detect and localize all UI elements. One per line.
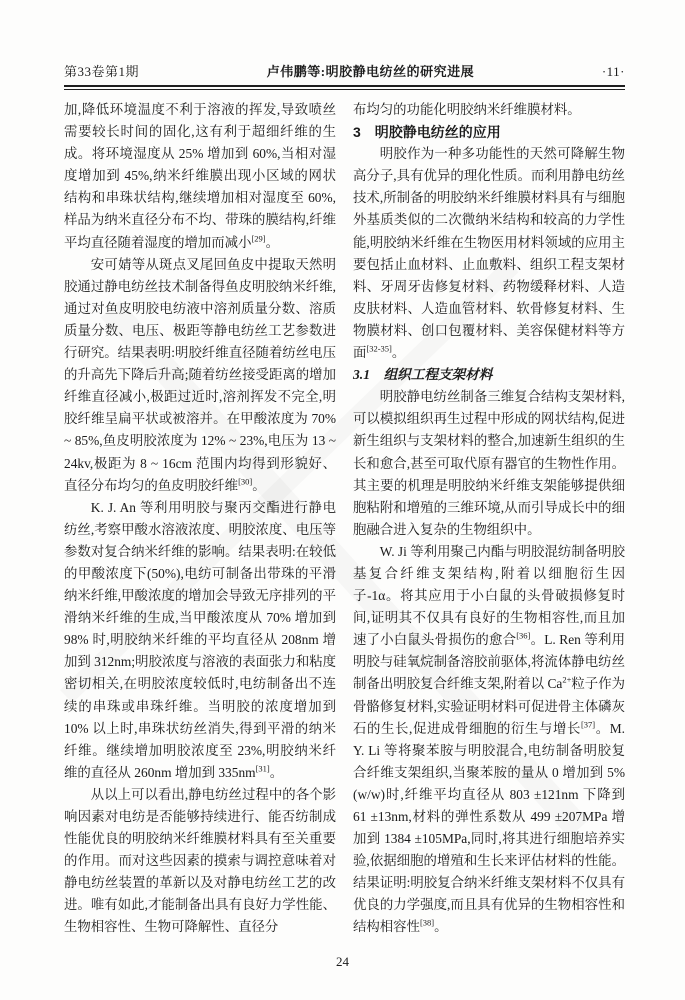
paragraph: 安可婧等从斑点叉尾回鱼皮中提取天然明胶通过静电纺丝技术制备得鱼皮明胶纳米纤维,通过对鱼皮明胶电纺液中溶剂质量分数、溶质质量分数、电压、极距等静电纺丝工艺参数进行研究。结果表明:明胶纤维直径随着纺丝电压的升高先下降后升高;随着纺丝接受距离的增加纤维直径减小,极距过近时,溶剂挥发不完全,明胶纤维呈扁平状或被溶并。在甲酸浓度为 70% ~ 85%,鱼皮明胶浓度为 12% ~ 23%,电压为 13 ~ 24kv,极距为 8 ~ 16cm 范围内均得到形貌好、直径分布均匀的鱼皮明胶纤维[30]。 <box>64 256 336 493</box>
citation-ref: [31] <box>255 763 270 774</box>
paragraph: 明胶作为一种多功能性的天然可降解生物高分子,具有优异的理化性质。而利用静电纺丝技术,所制备的明胶纳米纤维膜材料具有与细胞外基质类似的二次微纳米结构和较高的力学性能,明胶纳米纤维在生物医用材料领域的应用主要包括止血材料、止血敷料、组织工程支架材料、牙周牙齿修复材料、药物缓释材料、人造皮肤材料、人造血管材料、软骨修复材料、生物膜材料、创口包覆材料、美容保健材料等方面[32-35]。 <box>353 146 625 361</box>
paragraph: 布均匀的功能化明胶纳米纤维膜材料。 <box>353 102 581 117</box>
running-title: 卢伟鹏等:明胶静电纺丝的研究进展 <box>266 64 475 79</box>
paragraph: 从以上可以看出,静电纺丝过程中的各个影响因素对电纺是否能够持续进行、能否纺制成性能优良的明胶纳米纤维膜材料具有至关重要的作用。而对这些因素的摸索与调控意味着对静电纺丝装置的革新以及对静电纺丝工艺的改进。唯有如此,才能制备出具有良好力学性能、生物相容性、生物可降解性、直径分 <box>64 786 336 935</box>
running-header <box>64 61 625 80</box>
paragraph: W. Ji 等利用聚己内酯与明胶混纺制备明胶基复合纤维支架结构,附着以细胞衍生因子-1α。将其应用于小白鼠的头骨破损修复时间,证明其不仅具有良好的生物相容性,而且加速了小白鼠头骨损伤的愈合[36]。L. Ren 等利用明胶与硅氧烷制备溶胶前驱体,将流体静电纺丝制备出明胶复合纤维支架,附着以 Ca$^{2+}$粒子作为骨骼修复材料,实验证明材料可促进骨主体磷灰石的生长,促进成骨细胞的衍生与增长[37]。M. Y. Li 等将聚苯胺与明胶混合,电纺制备明胶复合纤维支架组织,当聚苯胺的量从 0 增加到 5% (w/w)时,纤维平均直径从 803 ±121nm 下降到 61 ±13nm,材料的弹性系数从 499 ±207MPa 增加到 1384 ±105MPa,同时,将其进行细胞培养实验,依据细胞的增殖和生长来评估材料的性能。结果证明:明胶复合纳米纤维支架材料不仅具有优良的力学强度,而且具有优异的生物相容性和结构相容性[38]。 <box>353 543 626 935</box>
article-body <box>64 99 625 939</box>
citation-ref: [36] <box>516 630 531 641</box>
citation-ref: 2+ <box>562 674 572 685</box>
citation-ref: [37] <box>580 719 596 730</box>
left-column <box>64 99 336 939</box>
citation-ref: [32-35] <box>366 343 392 354</box>
paragraph: 加,降低环境温度不利于溶液的挥发,导致喷丝需要较长时间的固化,这有利于超细纤维的生成。将环境湿度从 25% 增加到 60%,当相对湿度增加到 45%,纳米纤维膜出现小区域的网状结构和串珠状结构,继续增加相对湿度至 60%,样品为纳米直径分布不均、带珠的膜结构,纤维平均直径随着湿度的增加而减小[29]。 <box>64 102 336 250</box>
citation-ref: [30] <box>238 476 253 487</box>
page-label: ·11· <box>601 64 625 79</box>
page-number: 24 <box>336 954 349 969</box>
citation-ref: [38] <box>419 918 435 928</box>
citation-ref: [29] <box>251 233 266 244</box>
subsection-heading: 3.1 组织工程支架材料 <box>353 367 493 383</box>
right-column <box>353 99 625 939</box>
paragraph: K. J. An 等利用明胶与聚丙交酯进行静电纺丝,考察甲酸水溶液浓度、明胶浓度、电压等参数对复合纳米纤维的影响。结果表明:在较低的甲酸浓度下(50%),电纺可制备出带珠的平滑纳米纤维,甲酸浓度的增加会导致无序排列的平滑纳米纤维的生成,当甲酸浓度从 70% 增加到 98% 时,明胶纳米纤维的平均直径从 208nm 增加到 312nm;明胶浓度与溶液的表面张力和粘度密切相关,在明胶浓度较低时,电纺制备出不连续的串珠或串珠纤维。当明胶的浓度增加到 10% 以上时,串珠状纺丝消失,得到平滑的纳米纤维。继续增加明胶浓度至 23%,明胶纳米纤维的直径从 260nm 增加到 335nm[31]。 <box>64 499 336 780</box>
paragraph: 明胶静电纺丝制备三维复合结构支架材料,可以模拟组织再生过程中形成的网状结构,促进新生组织与支架材料的整合,加速新生组织的生长和愈合,甚至可取代原有器官的生物性作用。其主要的机理是明胶纳米纤维支架能够提供细胞粘附和增殖的三维环境,从而引导成长中的细胞融合进入复杂的生物组织中。 <box>353 389 625 537</box>
volume-issue-label: 第33卷第1期 <box>64 64 140 79</box>
header-rule <box>64 85 625 90</box>
section-heading: 3 明胶静电纺丝的应用 <box>353 124 501 141</box>
